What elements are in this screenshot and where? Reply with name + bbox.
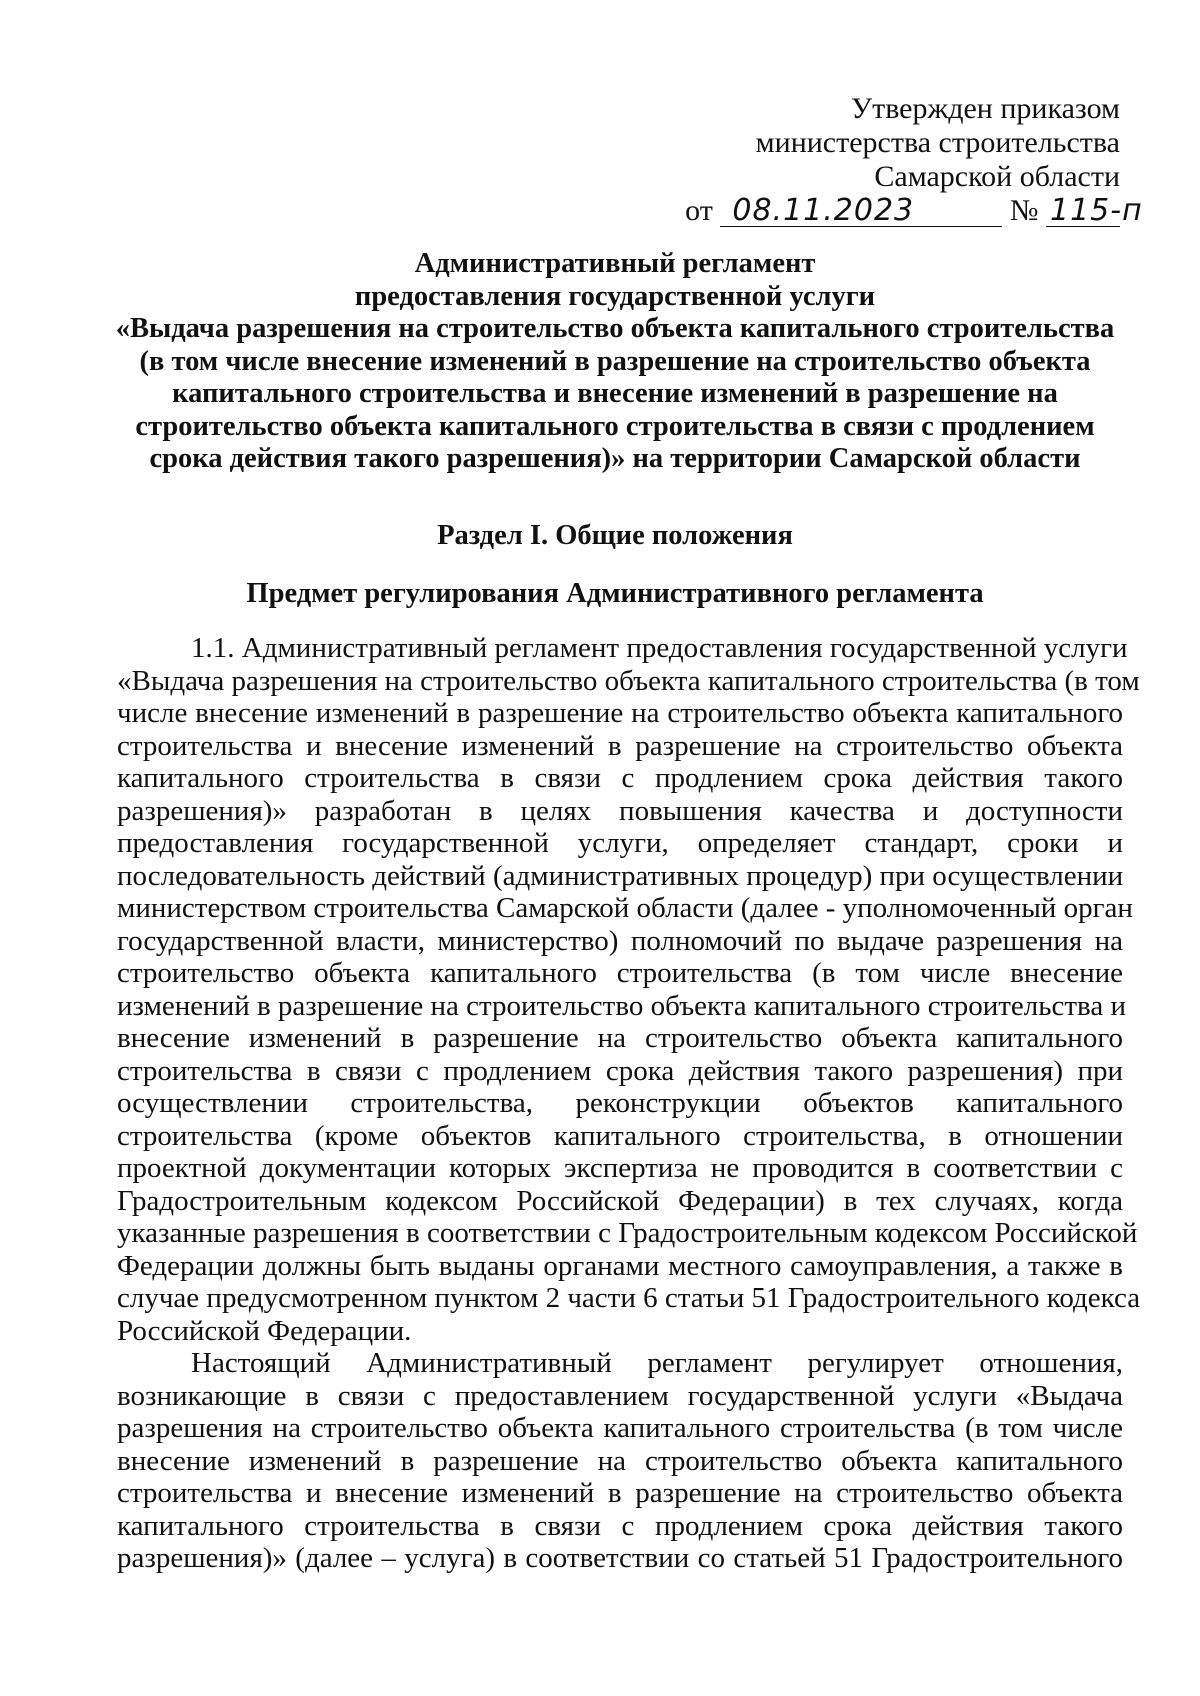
section-heading: Раздел I. Общие положения <box>437 520 793 551</box>
subsection-heading: Предмет регулирования Административного регламента <box>246 578 984 609</box>
text-line: министерством строительства Самарской области (далее - уполномоченный орган <box>117 892 1133 924</box>
document-body <box>117 632 1141 1575</box>
approval-stamp <box>640 92 1143 228</box>
text-line: проектной документации которых экспертиза не проводится в соответствии с <box>117 1152 1123 1184</box>
text-line: числе внесение изменений в разрешение на строительство объекта капитального <box>117 697 1123 729</box>
approval-line-3: Самарской области <box>874 160 1120 193</box>
text-line: изменений в разрешение на строительство объекта капитального строительства и <box>117 989 1126 1022</box>
text-line: Градостроительным кодексом Российской Федерации) в тех случаях, когда <box>117 1184 1123 1217</box>
text-line: предоставления государственной услуги, определяет стандарт, сроки и <box>117 827 1123 859</box>
title-line: предоставления государственной услуги <box>354 280 876 312</box>
text-line: строительства и внесение изменений в разрешение на строительство объекта <box>117 729 1123 762</box>
title-line: «Выдача разрешения на строительство объекта капитального строительства <box>115 313 1115 344</box>
text-line: капитального строительства в связи с продлением срока действия такого <box>117 762 1123 794</box>
text-line: внесение изменений в разрешение на строительство объекта капитального <box>117 1444 1123 1477</box>
text-line: капитального строительства в связи с продлением срока действия такого <box>117 1509 1123 1542</box>
text-line: внесение изменений в разрешение на строительство объекта капитального <box>117 1022 1123 1054</box>
text-line: 1.1. Административный регламент предоставления государственной услуги <box>191 632 1128 664</box>
from-label: от <box>685 194 713 227</box>
paragraph-1 <box>117 632 1141 1347</box>
text-line: Федерации должны быть выданы органами местного самоуправления, а также в <box>117 1249 1123 1282</box>
approval-date-field <box>720 193 1002 228</box>
text-line: Настоящий Административный регламент регулирует отношения, <box>191 1347 1123 1379</box>
text-line: осуществлении строительства, реконструкции объектов капитального <box>117 1087 1123 1119</box>
text-line: случае предусмотренном пунктом 2 части 6 статьи 51 Градостроительного кодекса <box>117 1282 1141 1314</box>
title-line: Административный регламент <box>414 248 816 279</box>
handwritten-number: 115-п <box>1050 193 1143 228</box>
handwritten-date: 08.11.2023 <box>732 193 915 228</box>
title-line: срока действия такого разрешения)» на территории Самарской области <box>149 443 1081 474</box>
number-label: № <box>1009 194 1039 227</box>
text-line: строительства и внесение изменений в разрешение на строительство объекта <box>117 1477 1123 1509</box>
title-line: (в том числе внесение изменений в разрешение на строительство объекта <box>139 345 1091 377</box>
text-line: разрешения)» разработан в целях повышения качества и доступности <box>117 794 1123 827</box>
text-line: государственной власти, министерство) полномочий по выдаче разрешения на <box>117 924 1123 957</box>
title-line: капитального строительства и внесение изменений в разрешение на <box>172 378 1058 409</box>
approval-number-field <box>1046 193 1143 228</box>
document-title <box>100 248 1130 476</box>
text-line: последовательность действий (административных процедур) при осуществлении <box>117 859 1124 892</box>
text-line: Российской Федерации. <box>117 1314 412 1347</box>
paragraph-2 <box>117 1347 1123 1575</box>
text-line: указанные разрешения в соответствии с Градостроительным кодексом Российской <box>117 1217 1138 1249</box>
approval-line-2: министерства строительства <box>755 126 1120 159</box>
approval-date-number-line <box>640 193 1143 228</box>
text-line: строительства (кроме объектов капитального строительства, в отношении <box>117 1119 1123 1152</box>
text-line: возникающие в связи с предоставлением государственной услуги «Выдача <box>117 1379 1123 1412</box>
approval-line-1: Утвержден приказом <box>850 92 1120 125</box>
text-line: разрешения на строительство объекта капитального строительства (в том числе <box>117 1412 1123 1444</box>
text-line: разрешения)» (далее – услуга) в соответствии со статьей 51 Градостроительного <box>117 1542 1123 1574</box>
text-line: строительство объекта капитального строительства (в том числе внесение <box>117 957 1123 989</box>
text-line: «Выдача разрешения на строительство объекта капитального строительства (в том <box>117 664 1140 697</box>
text-line: строительства в связи с продлением срока действия такого разрешения) при <box>117 1054 1123 1087</box>
title-line: строительство объекта капитального строительства в связи с продлением <box>135 410 1095 442</box>
